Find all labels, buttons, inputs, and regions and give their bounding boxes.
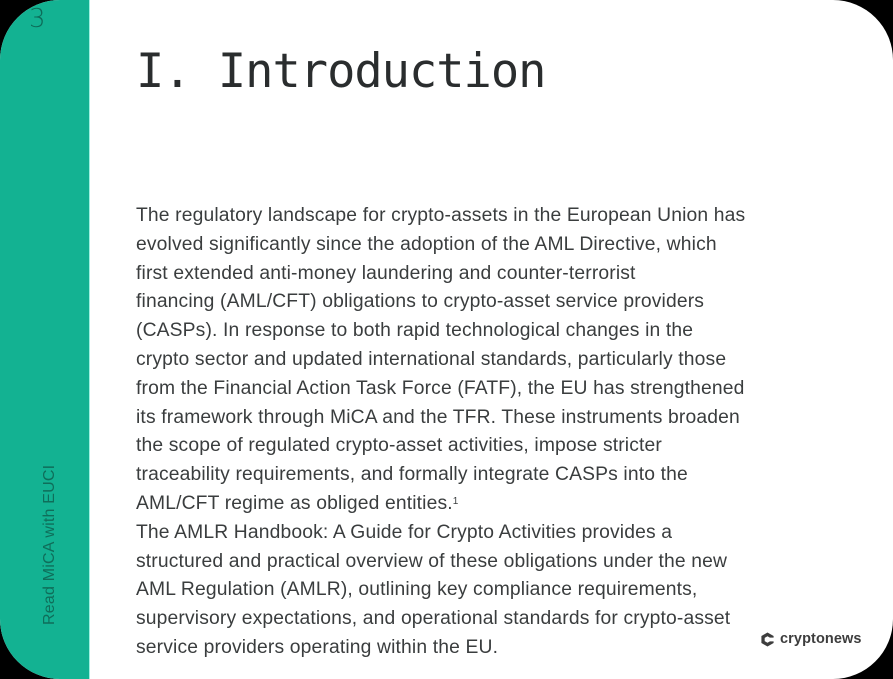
text-line: evolved significantly since the adoption of the AML Directive, which [136, 233, 717, 255]
text-line: (CASPs). In response to both rapid technological changes in the [136, 320, 694, 342]
text-line: The regulatory landscape for crypto-assets in the European Union has [136, 205, 746, 226]
text-line: traceability requirements, and formally integrate CASPs into the [136, 464, 688, 486]
text-line: structured and practical overview of these obligations under the new [136, 550, 728, 572]
cryptonews-watermark [760, 631, 862, 647]
text-line-last [136, 490, 836, 519]
cryptonews-logo-icon [760, 632, 775, 647]
watermark-text: cryptonews [780, 631, 862, 647]
text-line: the scope of regulated crypto-asset activities, impose stricter [136, 435, 662, 457]
footnote-reference[interactable]: 1 [452, 495, 459, 507]
text-line: supervisory expectations, and operational standards for crypto-asset [136, 608, 731, 630]
text-line: first extended anti-money laundering and counter-terrorist [136, 262, 636, 284]
text-line: its framework through MiCA and the TFR. These instruments broaden [136, 406, 740, 428]
text-line: from the Financial Action Task Force (FATF), the EU has strengthened [136, 377, 745, 399]
section-title: I. Introduction [136, 44, 546, 99]
text-line: financing (AML/CFT) obligations to crypto-asset service providers [136, 291, 705, 313]
paragraph-1 [136, 202, 836, 519]
text-line: service providers operating within the EU. [136, 636, 499, 658]
text-line: The AMLR Handbook: A Guide for Crypto Activities provides a [136, 521, 673, 543]
body-text [136, 202, 836, 663]
paragraph-2 [136, 519, 836, 663]
text-line: AML Regulation (AMLR), outlining key compliance requirements, [136, 579, 698, 601]
sidebar [0, 0, 90, 679]
sidebar-vertical-label: Read MiCA with EUCI [41, 464, 58, 625]
text-line: crypto sector and updated international standards, particularly those [136, 348, 727, 370]
page-number: 3 [29, 4, 46, 34]
text-line-content: AML/CFT regime as obliged entities. [136, 492, 453, 514]
